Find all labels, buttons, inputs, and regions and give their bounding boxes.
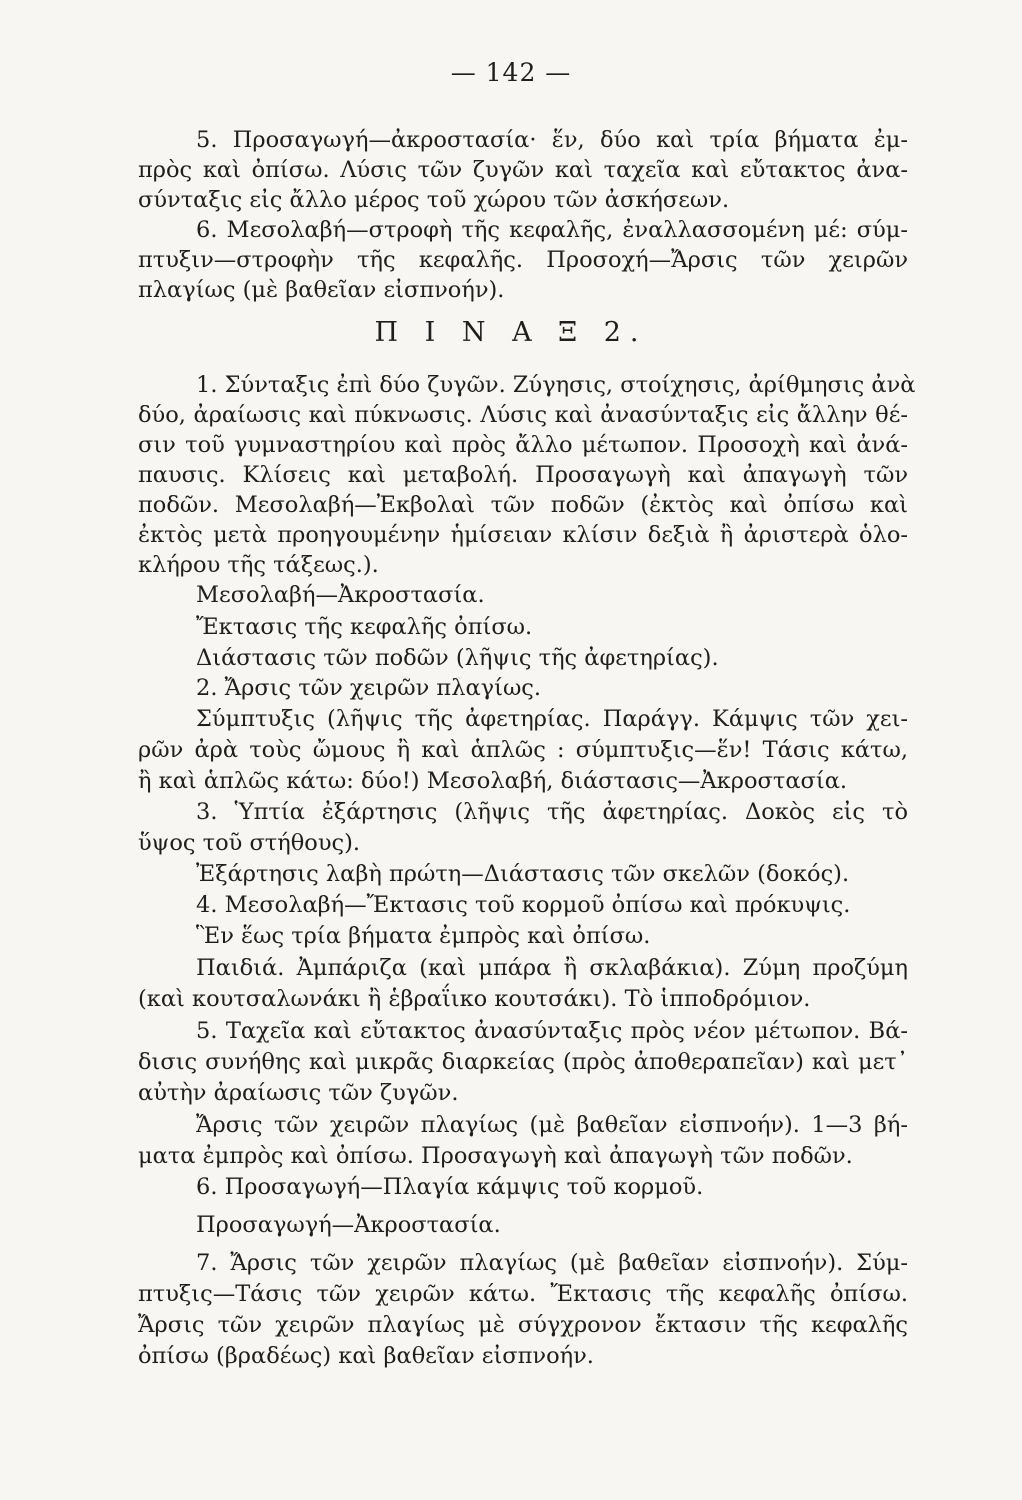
text-line: πρὸς καὶ ὀπίσω. Λύσις τῶν ζυγῶν καὶ ταχεῖα καὶ εὔτακτος ἀνα- — [138, 157, 908, 183]
text-line: (καὶ κουτσαλωνάκι ἢ ἑβραΐικο κουτσάκι). Τὸ ἱπποδρόμιον. — [138, 986, 811, 1012]
text-line: Ἄρσις τῶν χειρῶν πλαγίως (μὲ βαθεῖαν εἰσπνοήν). 1—3 βή- — [196, 1112, 908, 1138]
text-line: σύνταξις εἰς ἄλλο μέρος τοῦ χώρου τῶν ἀσκήσεων. — [138, 187, 730, 213]
text-line: Προσαγωγή—Ἀκροστασία. — [196, 1212, 501, 1238]
text-line: πλαγίως (μὲ βαθεῖαν εἰσπνοήν). — [138, 277, 505, 303]
page-number: — 142 — — [450, 58, 572, 87]
text-line: Ἔκτασις τῆς κεφαλῆς ὀπίσω. — [196, 614, 533, 640]
text-line: Μεσολαβή—Ἀκροστασία. — [196, 582, 485, 608]
text-line: Διάστασις τῶν ποδῶν (λῆψις τῆς ἀφετηρίας). — [196, 645, 719, 671]
text-line: 6. Προσαγωγή—Πλαγία κάμψις τοῦ κορμοῦ. — [196, 1174, 704, 1200]
text-line: δισις συνήθης καὶ μικρᾶς διαρκείας (πρὸς ἀποθεραπεῖαν) καὶ μετ᾽ — [138, 1049, 908, 1075]
text-line: 5. Ταχεῖα καὶ εὔτακτος ἀνασύνταξις πρὸς νέον μέτωπον. Βά- — [196, 1018, 908, 1044]
text-line: ρῶν ἀρὰ τοὺς ὤμους ἢ καὶ ἁπλῶς : σύμπτυξις—ἕν! Τάσις κάτω, — [138, 737, 908, 763]
text-line: Ἐξάρτησις λαβὴ πρώτη—Διάστασις τῶν σκελῶν (δοκός). — [196, 861, 850, 887]
text-line: ὀπίσω (βραδέως) καὶ βαθεῖαν εἰσπνοήν. — [138, 1343, 594, 1369]
text-line: ὕψος τοῦ στήθους). — [138, 830, 361, 856]
text-line: πτυξιν—στροφὴν τῆς κεφαλῆς. Προσοχή—Ἄρσις τῶν χειρῶν — [138, 247, 908, 273]
text-line: 3. Ὑπτία ἐξάρτησις (λῆψις τῆς ἀφετηρίας. Δοκὸς εἰς τὸ — [196, 799, 908, 825]
text-line: ἢ καὶ ἁπλῶς κάτω: δύο!) Μεσολαβή, διάστασις—Ἀκροστασία. — [138, 768, 848, 794]
text-line: σιν τοῦ γυμναστηρίου καὶ πρὸς ἄλλο μέτωπον. Προσοχὴ καὶ ἀνά- — [138, 432, 908, 458]
text-line: Παιδιά. Ἀμπάριζα (καὶ μπάρα ἢ σκλαβάκια). Ζύμη προζύμη — [196, 955, 908, 981]
text-line: 4. Μεσολαβή—Ἔκτασις τοῦ κορμοῦ ὀπίσω καὶ πρόκυψις. — [196, 892, 851, 918]
text-line: 2. Ἄρσις τῶν χειρῶν πλαγίως. — [196, 675, 542, 701]
text-line: 7. Ἄρσις τῶν χειρῶν πλαγίως (μὲ βαθεῖαν εἰσπνοήν). Σύμ- — [196, 1250, 908, 1276]
text-line: κλήρου τῆς τάξεως.). — [138, 552, 379, 578]
text-line: ματα ἐμπρὸς καὶ ὀπίσω. Προσαγωγὴ καὶ ἀπαγωγὴ τῶν ποδῶν. — [138, 1143, 853, 1169]
text-line: αὐτὴν ἀραίωσις τῶν ζυγῶν. — [138, 1080, 459, 1106]
text-line: Σύμπτυξις (λῆψις τῆς ἀφετηρίας. Παράγγ. Κάμψις τῶν χει- — [196, 706, 908, 732]
text-line: ἐκτὸς μετὰ προηγουμένην ἡμίσειαν κλίσιν δεξιὰ ἢ ἀριστερὰ ὁλο- — [138, 522, 908, 548]
text-line: παυσις. Κλίσεις καὶ μεταβολή. Προσαγωγὴ καὶ ἀπαγωγὴ τῶν — [138, 462, 908, 488]
text-line: Ἄρσις τῶν χειρῶν πλαγίως μὲ σύγχρονον ἔκτασιν τῆς κεφαλῆς — [138, 1312, 908, 1338]
text-line: 5. Προσαγωγή—ἀκροστασία· ἕν, δύο καὶ τρία βήματα ἐμ- — [196, 127, 908, 153]
text-line: δύο, ἀραίωσις καὶ πύκνωσις. Λύσις καὶ ἀνασύνταξις εἰς ἄλλην θέ- — [138, 402, 908, 428]
text-line: 6. Μεσολαβή—στροφὴ τῆς κεφαλῆς, ἐναλλασσομένη μέ: σύμ- — [196, 217, 908, 243]
text-line: ποδῶν. Μεσολαβή—Ἐκβολαὶ τῶν ποδῶν (ἐκτὸς καὶ ὀπίσω καὶ — [138, 492, 908, 518]
text-line: πτυξις—Τάσις τῶν χειρῶν κάτω. Ἔκτασις τῆς κεφαλῆς ὀπίσω. — [138, 1281, 908, 1307]
section-heading: Π Ι Ν Α Ξ 2. — [374, 317, 648, 348]
text-line: Ἓν ἕως τρία βήματα ἐμπρὸς καὶ ὀπίσω. — [196, 923, 651, 949]
text-line: 1. Σύνταξις ἐπὶ δύο ζυγῶν. Ζύγησις, στοίχησις, ἀρίθμησις ἀνὰ — [196, 372, 916, 398]
